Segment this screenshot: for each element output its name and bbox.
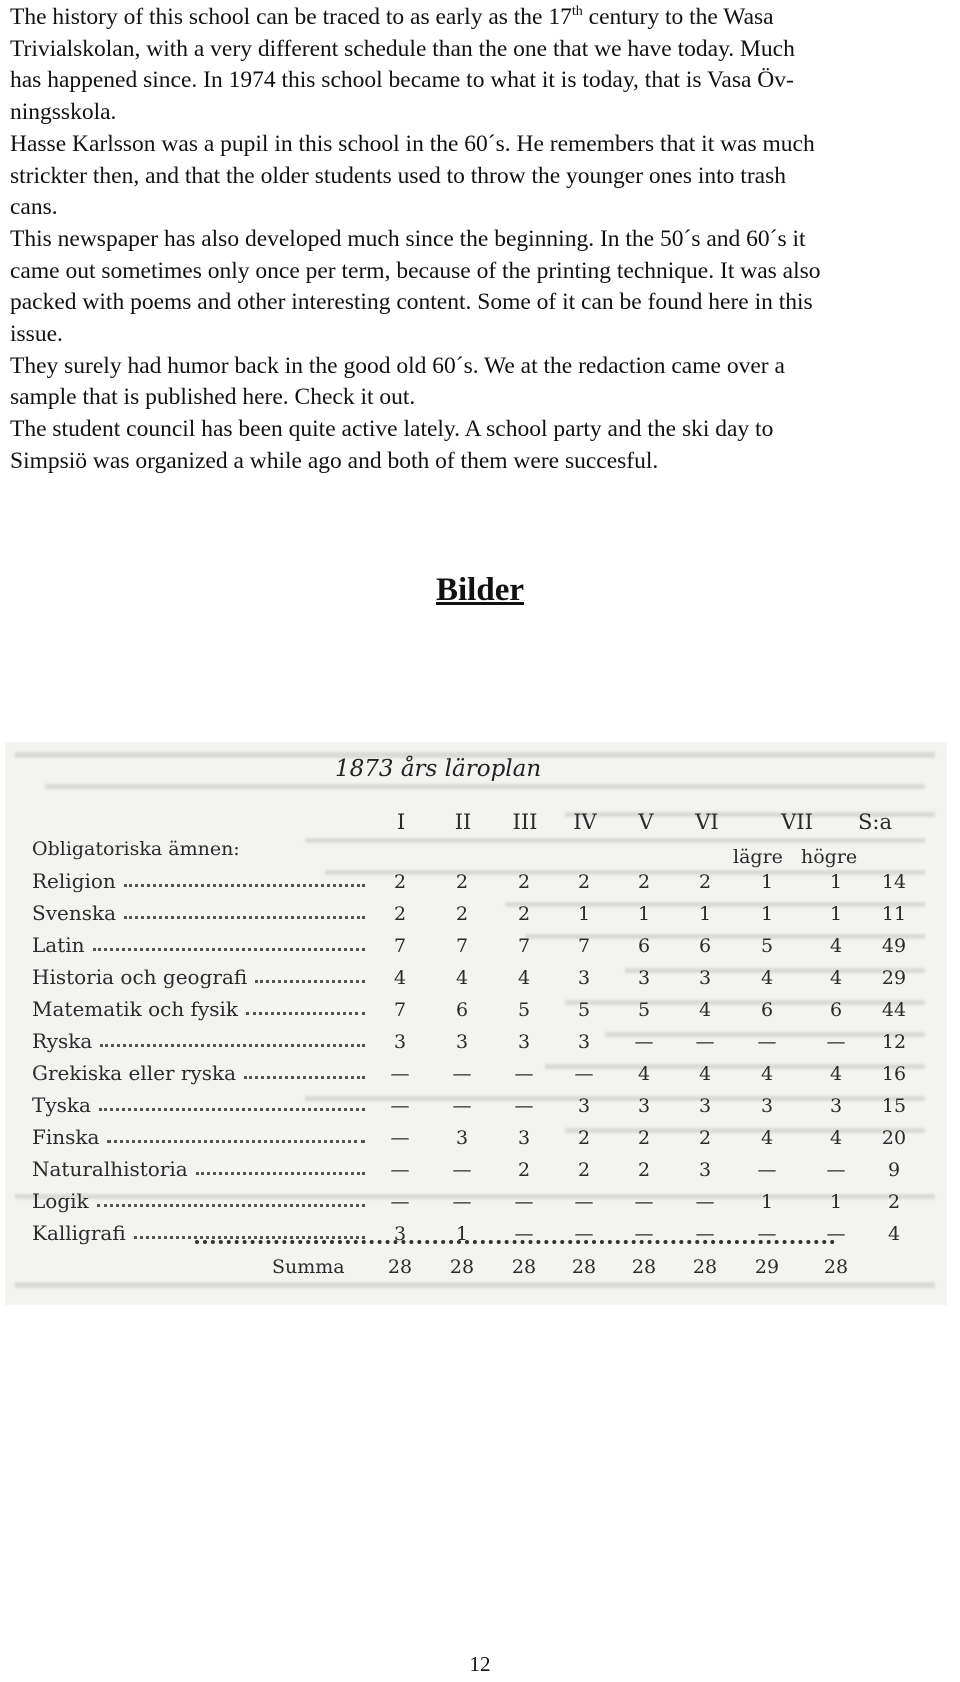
- subject-label: Logik: [32, 1189, 89, 1213]
- cell-value: —: [695, 1191, 715, 1213]
- subject-label: Grekiska eller ryska: [32, 1061, 237, 1085]
- cell-value: 3: [637, 967, 651, 989]
- subject-label: Latin: [32, 933, 85, 957]
- leader-dots: [124, 914, 365, 919]
- cell-value: —: [452, 1159, 472, 1181]
- column-headers: [5, 810, 947, 840]
- table-row: [5, 1061, 947, 1093]
- cell-value: 3: [829, 1095, 843, 1117]
- cell-value: 1: [455, 1223, 469, 1245]
- sum-value: 28: [631, 1256, 657, 1278]
- leader-dots: [107, 1138, 365, 1143]
- cell-value: 2: [455, 871, 469, 893]
- cell-value: —: [390, 1127, 410, 1149]
- cell-value: 3: [517, 1127, 531, 1149]
- cell-value: 3: [577, 1095, 591, 1117]
- sum-value: 28: [692, 1256, 718, 1278]
- sum-value: 28: [571, 1256, 597, 1278]
- cell-value: —: [826, 1223, 846, 1245]
- cell-value: 7: [393, 999, 407, 1021]
- cell-value: 7: [455, 935, 469, 957]
- cell-value: 1: [829, 903, 843, 925]
- cell-value: 14: [881, 871, 907, 893]
- section-label: Obligatoriska ämnen:: [32, 838, 240, 860]
- cell-value: —: [452, 1063, 472, 1085]
- cell-value: 3: [637, 1095, 651, 1117]
- table-row: [5, 1029, 947, 1061]
- cell-value: —: [695, 1223, 715, 1245]
- table-row: [5, 1093, 947, 1125]
- subject-label: Naturalhistoria: [32, 1157, 188, 1181]
- table-row: [5, 1157, 947, 1189]
- leader-dots: [124, 882, 365, 887]
- cell-value: 4: [829, 1127, 843, 1149]
- cell-value: 2: [517, 871, 531, 893]
- paragraph-student-council: The student council has been quite active lately. A school party and the ski day to Simpsiö was organized a while ago and both of them were succesful.: [10, 416, 774, 474]
- col-head-7: VII: [781, 810, 813, 834]
- subhead-hogre: högre: [801, 846, 858, 868]
- cell-value: 4: [517, 967, 531, 989]
- cell-value: 4: [455, 967, 469, 989]
- cell-value: 16: [881, 1063, 907, 1085]
- cell-value: 4: [698, 999, 712, 1021]
- table-row: [5, 1221, 947, 1253]
- cell-value: 1: [829, 1191, 843, 1213]
- cell-value: 3: [393, 1031, 407, 1053]
- cell-value: 29: [881, 967, 907, 989]
- subhead-lagre: lägre: [733, 846, 783, 868]
- leader-dots: [99, 1106, 365, 1111]
- cell-value: 2: [393, 903, 407, 925]
- cell-value: 4: [887, 1223, 901, 1245]
- cell-value: 4: [698, 1063, 712, 1085]
- table-row: [5, 1125, 947, 1157]
- col-head-4: IV: [573, 810, 597, 834]
- cell-value: —: [514, 1223, 534, 1245]
- cell-value: 1: [577, 903, 591, 925]
- cell-value: 7: [393, 935, 407, 957]
- cell-value: —: [574, 1223, 594, 1245]
- table-row: [5, 997, 947, 1029]
- cell-value: 20: [881, 1127, 907, 1149]
- cell-value: 2: [637, 1127, 651, 1149]
- cell-value: 1: [760, 903, 774, 925]
- cell-value: —: [574, 1063, 594, 1085]
- scanned-curriculum-image: [5, 742, 947, 1305]
- ordinal-suffix: th: [571, 4, 583, 19]
- leader-dots: [93, 946, 365, 951]
- leader-dots: [196, 1170, 365, 1175]
- cell-value: 2: [455, 903, 469, 925]
- cell-value: 1: [760, 871, 774, 893]
- cell-value: —: [514, 1095, 534, 1117]
- col-head-6: VI: [695, 810, 719, 834]
- leader-dots: [97, 1202, 365, 1207]
- cell-value: —: [390, 1191, 410, 1213]
- cell-value: 2: [887, 1191, 901, 1213]
- leader-dots: [255, 978, 365, 983]
- col-head-1: I: [396, 810, 406, 834]
- subject-label: Matematik och fysik: [32, 997, 239, 1021]
- cell-value: —: [514, 1191, 534, 1213]
- cell-value: —: [634, 1031, 654, 1053]
- cell-value: —: [826, 1159, 846, 1181]
- cell-value: 3: [577, 967, 591, 989]
- cell-value: 6: [455, 999, 469, 1021]
- body-text: [10, 2, 955, 478]
- cell-value: 7: [577, 935, 591, 957]
- col-head-5: V: [638, 810, 654, 834]
- cell-value: 6: [760, 999, 774, 1021]
- subject-label: Tyska: [32, 1093, 91, 1117]
- cell-value: 5: [637, 999, 651, 1021]
- table-row: [5, 901, 947, 933]
- cell-value: —: [757, 1031, 777, 1053]
- cell-value: 4: [829, 1063, 843, 1085]
- paragraph-humor: They surely had humor back in the good old 60´s. We at the redaction came over a sample that is published here. Check it out.: [10, 352, 785, 411]
- sum-divider: [195, 1240, 835, 1244]
- cell-value: 2: [517, 1159, 531, 1181]
- sum-value: 29: [754, 1256, 780, 1278]
- sum-value: 28: [449, 1256, 475, 1278]
- cell-value: —: [390, 1095, 410, 1117]
- cell-value: 2: [393, 871, 407, 893]
- cell-value: 3: [698, 967, 712, 989]
- cell-value: 3: [698, 1159, 712, 1181]
- cell-value: 4: [760, 967, 774, 989]
- leader-dots: [100, 1042, 365, 1047]
- cell-value: 15: [881, 1095, 907, 1117]
- paragraph-newspaper: This newspaper has also developed much since the beginning. In the 50´s and 60´s it came out sometimes only once per term, because of the printing technique. It was also packed with poems and other interesting content. Some of it can be found here in this issue.: [10, 225, 821, 348]
- cell-value: —: [452, 1191, 472, 1213]
- cell-value: —: [826, 1031, 846, 1053]
- sum-value: 28: [823, 1256, 849, 1278]
- cell-value: 2: [577, 1159, 591, 1181]
- cell-value: —: [634, 1191, 654, 1213]
- cell-value: 6: [698, 935, 712, 957]
- cell-value: 4: [829, 967, 843, 989]
- subject-label: Svenska: [32, 901, 117, 925]
- table-row: [5, 869, 947, 901]
- cell-value: 1: [760, 1191, 774, 1213]
- paragraph-hasse: Hasse Karlsson was a pupil in this school in the 60´s. He remembers that it was much strickter then, and that the older students used to throw the younger ones into trash cans.: [10, 130, 815, 221]
- cell-value: 6: [637, 935, 651, 957]
- cell-value: 11: [881, 903, 907, 925]
- cell-value: 1: [698, 903, 712, 925]
- subject-label: Finska: [32, 1125, 100, 1149]
- cell-value: —: [452, 1095, 472, 1117]
- paragraph-history: The history of this school can be traced to as early as the 17th century to the Wasa Trivialskolan, with a very different schedule than the one that we have today. Much has happened since. In 1974 this school became to what it is today, that is Vasa Öv- ningsskola.: [10, 4, 795, 126]
- cell-value: —: [574, 1191, 594, 1213]
- cell-value: 5: [517, 999, 531, 1021]
- cell-value: —: [390, 1159, 410, 1181]
- cell-value: 44: [881, 999, 907, 1021]
- cell-value: 2: [517, 903, 531, 925]
- col-head-3: III: [512, 810, 538, 834]
- cell-value: 9: [887, 1159, 901, 1181]
- cell-value: —: [514, 1063, 534, 1085]
- table-row: [5, 933, 947, 965]
- cell-value: —: [390, 1063, 410, 1085]
- cell-value: 5: [760, 935, 774, 957]
- subject-label: Historia och geografi: [32, 965, 248, 989]
- cell-value: 3: [455, 1031, 469, 1053]
- cell-value: 3: [698, 1095, 712, 1117]
- cell-value: 2: [637, 871, 651, 893]
- cell-value: 49: [881, 935, 907, 957]
- cell-value: 3: [517, 1031, 531, 1053]
- cell-value: 4: [393, 967, 407, 989]
- cell-value: 7: [517, 935, 531, 957]
- cell-value: —: [757, 1223, 777, 1245]
- cell-value: —: [695, 1031, 715, 1053]
- curriculum-title: 1873 års läroplan: [335, 756, 542, 782]
- sum-value: 28: [511, 1256, 537, 1278]
- cell-value: 3: [455, 1127, 469, 1149]
- sum-label: Summa: [272, 1256, 345, 1278]
- col-head-sum: S:a: [858, 810, 892, 834]
- page-number: 12: [469, 1652, 491, 1676]
- subject-label: Ryska: [32, 1029, 93, 1053]
- col-head-2: II: [454, 810, 472, 834]
- cell-value: 4: [637, 1063, 651, 1085]
- cell-value: 3: [577, 1031, 591, 1053]
- cell-value: 12: [881, 1031, 907, 1053]
- cell-value: 3: [393, 1223, 407, 1245]
- cell-value: 6: [829, 999, 843, 1021]
- sum-value: 28: [387, 1256, 413, 1278]
- cell-value: 1: [829, 871, 843, 893]
- cell-value: —: [634, 1223, 654, 1245]
- leader-dots: [244, 1074, 365, 1079]
- cell-value: 1: [637, 903, 651, 925]
- cell-value: —: [757, 1159, 777, 1181]
- cell-value: 4: [760, 1063, 774, 1085]
- cell-value: 3: [760, 1095, 774, 1117]
- cell-value: 4: [760, 1127, 774, 1149]
- cell-value: 2: [577, 1127, 591, 1149]
- cell-value: 2: [577, 871, 591, 893]
- table-row: [5, 965, 947, 997]
- subject-label: Kalligrafi: [32, 1221, 126, 1245]
- subject-label: Religion: [32, 869, 116, 893]
- table-row: [5, 1189, 947, 1221]
- cell-value: 2: [698, 871, 712, 893]
- cell-value: 2: [637, 1159, 651, 1181]
- leader-dots: [246, 1010, 365, 1015]
- leader-dots: [134, 1234, 365, 1239]
- section-heading: Bilder: [436, 572, 524, 608]
- cell-value: 4: [829, 935, 843, 957]
- cell-value: 2: [698, 1127, 712, 1149]
- cell-value: 5: [577, 999, 591, 1021]
